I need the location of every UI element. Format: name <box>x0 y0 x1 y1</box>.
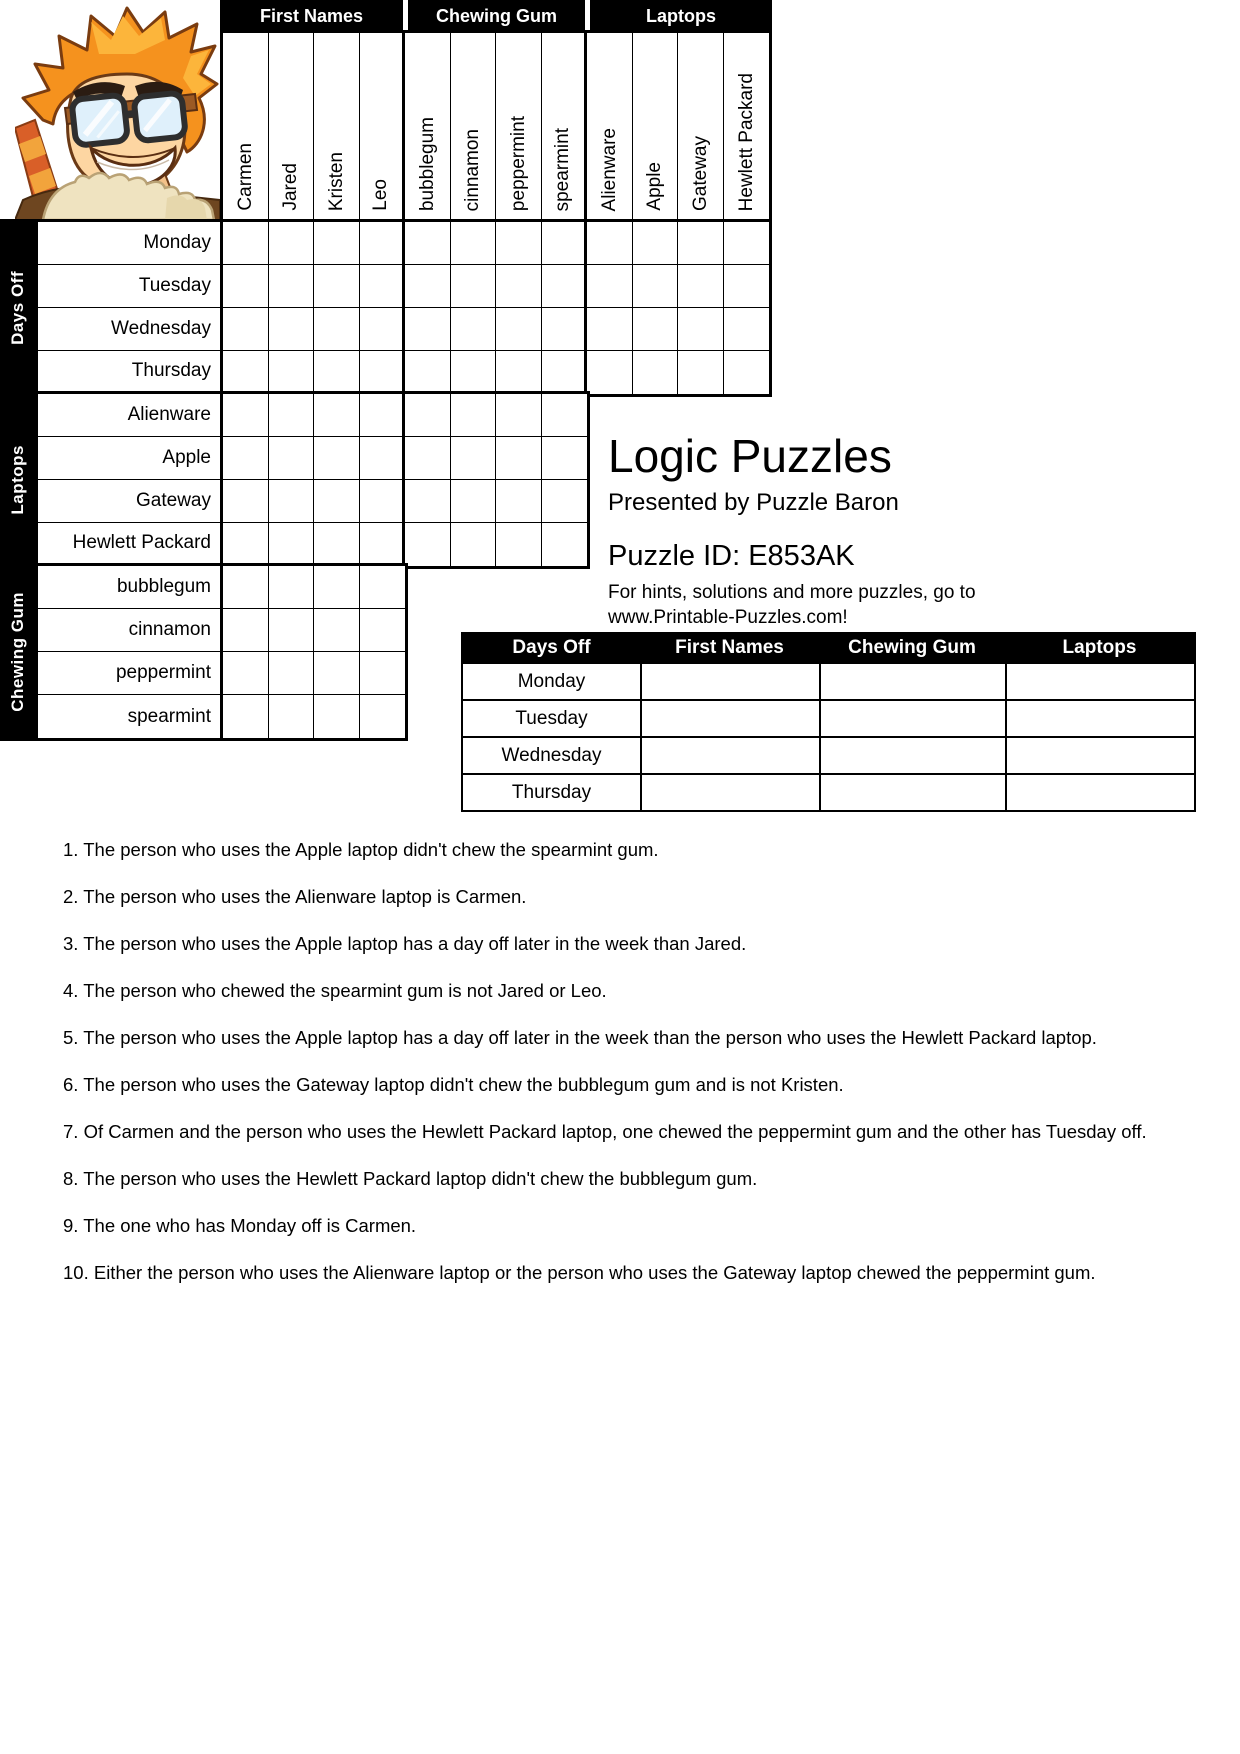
grid-band-days-off <box>220 219 772 397</box>
answer-value-cell <box>640 775 819 810</box>
column-label-spearmint <box>542 33 588 219</box>
grid-cell <box>633 265 679 308</box>
grid-cell <box>269 308 315 351</box>
answer-value-cell <box>1005 775 1194 810</box>
grid-cell <box>269 695 315 738</box>
column-group-header-chewing-gum: Chewing Gum <box>408 0 585 33</box>
page-title: Logic Puzzles <box>608 430 892 482</box>
grid-cell <box>223 265 269 308</box>
answer-value-cell <box>640 701 819 736</box>
row-label-spearmint: spearmint <box>127 705 211 727</box>
grid-band-laptops <box>220 391 590 569</box>
grid-cell <box>496 480 542 523</box>
grid-cell <box>269 394 315 437</box>
grid-cell <box>223 394 269 437</box>
grid-cell <box>542 222 588 265</box>
answer-value-cell <box>819 738 1005 773</box>
grid-cell <box>223 566 269 609</box>
grid-cell <box>451 523 497 566</box>
grid-cell <box>724 265 770 308</box>
grid-cell <box>269 480 315 523</box>
column-label-text: bubblegum <box>416 116 438 211</box>
grid-cell <box>269 222 315 265</box>
grid-cell <box>360 265 406 308</box>
grid-cell <box>360 652 406 695</box>
clue-10: 10. Either the person who uses the Alienware laptop or the person who uses the Gateway laptop chewed the peppermint gum. <box>63 1262 1096 1283</box>
answer-day-cell: Monday <box>517 670 586 692</box>
grid-cell <box>314 695 360 738</box>
column-group-header-first-names: First Names <box>220 0 403 33</box>
grid-cell <box>223 609 269 652</box>
grid-cell <box>223 351 269 394</box>
grid-cell <box>496 265 542 308</box>
answer-value-cell <box>1005 738 1194 773</box>
grid-cell <box>269 652 315 695</box>
grid-cell <box>360 351 406 394</box>
row-group-label-laptops <box>0 394 35 566</box>
clue-6: 6. The person who uses the Gateway laptop didn't chew the bubblegum gum and is not Kristen. <box>63 1074 844 1095</box>
answer-table-header-row <box>463 634 1194 662</box>
grid-cell <box>360 222 406 265</box>
answer-day-cell: Thursday <box>511 781 592 803</box>
grid-cell <box>360 308 406 351</box>
answer-value-cell <box>640 664 819 699</box>
column-label-apple <box>633 33 679 219</box>
grid-cell <box>405 523 451 566</box>
grid-cell <box>223 480 269 523</box>
row-label-thursday: Thursday <box>38 351 220 394</box>
answer-row-monday <box>463 662 1194 699</box>
grid-cell <box>451 351 497 394</box>
column-label-text: peppermint <box>507 115 529 211</box>
grid-cell <box>496 351 542 394</box>
column-label-text: Hewlett Packard <box>735 72 757 211</box>
row-label-gateway: Gateway <box>38 480 220 523</box>
clue-4: 4. The person who chewed the spearmint gum is not Jared or Leo. <box>63 980 607 1001</box>
puzzle-id: Puzzle ID: E853AK <box>608 540 855 572</box>
column-label-text: Jared <box>280 163 302 211</box>
clue-7: 7. Of Carmen and the person who uses the Hewlett Packard laptop, one chewed the peppermint gum and the other has Tuesday off. <box>63 1121 1147 1142</box>
column-label-kristen <box>314 33 360 219</box>
grid-cell <box>496 437 542 480</box>
answer-value-cell <box>819 701 1005 736</box>
column-label-carmen <box>223 33 269 219</box>
column-label-text: spearmint <box>552 127 574 211</box>
column-label-text: Carmen <box>234 143 256 211</box>
page-subtitle: Presented by Puzzle Baron <box>608 489 899 516</box>
row-group-label-text: Days Off <box>8 271 27 345</box>
grid-cell <box>405 394 451 437</box>
grid-cell <box>587 308 633 351</box>
grid-cell <box>587 265 633 308</box>
mascot-image <box>15 2 220 220</box>
answer-value-cell <box>819 664 1005 699</box>
clue-list <box>63 836 1155 1306</box>
grid-cell <box>314 609 360 652</box>
row-label-wednesday: Wednesday <box>38 308 220 351</box>
grid-cell <box>678 222 724 265</box>
grid-cell <box>451 480 497 523</box>
column-label-peppermint <box>496 33 542 219</box>
grid-cell <box>587 222 633 265</box>
grid-cell <box>542 351 588 394</box>
grid-cell <box>314 523 360 566</box>
grid-cell <box>724 308 770 351</box>
grid-cell <box>223 523 269 566</box>
row-label-cinnamon: cinnamon <box>38 609 220 652</box>
answer-header-laptops: Laptops <box>1062 637 1137 658</box>
grid-cell <box>542 437 588 480</box>
grid-cell <box>405 265 451 308</box>
row-group-label-text: Chewing Gum <box>8 592 27 712</box>
row-label-apple: Apple <box>38 437 220 480</box>
clue-2: 2. The person who uses the Alienware laptop is Carmen. <box>63 886 527 907</box>
grid-band-chewing-gum <box>220 563 408 741</box>
row-group-label-chewing-gum <box>0 566 35 738</box>
row-label-alienware: Alienware <box>38 394 220 437</box>
column-labels-row <box>220 30 772 222</box>
grid-cell <box>360 437 406 480</box>
grid-cell <box>405 437 451 480</box>
clue-8: 8. The person who uses the Hewlett Packard laptop didn't chew the bubblegum gum. <box>63 1168 758 1189</box>
answer-header-chewing-gum: Chewing Gum <box>848 637 976 658</box>
grid-cell <box>360 695 406 738</box>
answer-value-cell <box>1005 701 1194 736</box>
grid-cell <box>223 308 269 351</box>
grid-cell <box>405 480 451 523</box>
answer-row-thursday <box>463 773 1194 810</box>
column-label-text: Leo <box>370 179 392 211</box>
column-label-leo <box>360 33 406 219</box>
grid-cell <box>496 394 542 437</box>
grid-cell <box>587 351 633 394</box>
answer-row-tuesday <box>463 699 1194 736</box>
grid-cell <box>269 609 315 652</box>
column-label-hewlett-packard <box>724 33 770 219</box>
answer-header-first-names: First Names <box>675 637 784 658</box>
grid-cell <box>314 437 360 480</box>
answer-value-cell <box>640 738 819 773</box>
grid-cell <box>223 437 269 480</box>
answer-value-cell <box>1005 664 1194 699</box>
grid-cell <box>724 222 770 265</box>
hints-line-1: For hints, solutions and more puzzles, go to <box>608 582 976 603</box>
grid-cell <box>542 308 588 351</box>
grid-cell <box>314 652 360 695</box>
row-labels-column <box>35 219 223 741</box>
column-label-text: Kristen <box>325 151 347 211</box>
grid-cell <box>542 523 588 566</box>
answer-value-cell <box>819 775 1005 810</box>
grid-cell <box>223 652 269 695</box>
grid-cell <box>314 265 360 308</box>
row-group-label-days-off <box>0 222 35 394</box>
grid-cell <box>633 222 679 265</box>
grid-cell <box>542 480 588 523</box>
grid-cell <box>314 566 360 609</box>
grid-cell <box>451 265 497 308</box>
grid-cell <box>223 222 269 265</box>
grid-cell <box>360 394 406 437</box>
clue-1: 1. The person who uses the Apple laptop didn't chew the spearmint gum. <box>63 839 659 860</box>
grid-cell <box>451 308 497 351</box>
grid-cell <box>223 695 269 738</box>
grid-cell <box>542 265 588 308</box>
grid-cell <box>678 265 724 308</box>
grid-cell <box>451 437 497 480</box>
row-group-label-text: Laptops <box>8 445 27 515</box>
grid-cell <box>633 308 679 351</box>
answer-header-days-off: Days Off <box>512 637 591 658</box>
grid-cell <box>269 351 315 394</box>
column-label-alienware <box>587 33 633 219</box>
grid-cell <box>360 609 406 652</box>
column-label-bubblegum <box>405 33 451 219</box>
grid-cell <box>724 351 770 394</box>
grid-cell <box>269 523 315 566</box>
answer-row-wednesday <box>463 736 1194 773</box>
grid-cell <box>496 523 542 566</box>
grid-cell <box>360 566 406 609</box>
column-label-cinnamon <box>451 33 497 219</box>
row-label-tuesday: Tuesday <box>38 265 220 308</box>
grid-cell <box>314 351 360 394</box>
answer-table <box>461 632 1196 812</box>
answer-day-cell: Wednesday <box>501 744 602 766</box>
grid-cell <box>496 222 542 265</box>
grid-cell <box>269 437 315 480</box>
grid-cell <box>678 308 724 351</box>
grid-cell <box>314 222 360 265</box>
grid-cell <box>405 222 451 265</box>
grid-cell <box>496 308 542 351</box>
column-label-gateway <box>678 33 724 219</box>
column-label-text: cinnamon <box>462 128 484 211</box>
grid-cell <box>678 351 724 394</box>
row-label-peppermint: peppermint <box>38 652 220 695</box>
grid-cell <box>360 523 406 566</box>
clue-9: 9. The one who has Monday off is Carmen. <box>63 1215 417 1236</box>
grid-cell <box>405 351 451 394</box>
grid-cell <box>269 566 315 609</box>
row-label-monday: Monday <box>38 222 220 265</box>
grid-cell <box>451 394 497 437</box>
grid-cell <box>542 394 588 437</box>
grid-cell <box>314 480 360 523</box>
mascot-illustration <box>15 2 220 220</box>
grid-cell <box>633 351 679 394</box>
column-label-text: Gateway <box>689 136 711 211</box>
clue-5: 5. The person who uses the Apple laptop has a day off later in the week than the person who uses the Hewlett Packard laptop. <box>63 1027 1097 1048</box>
clue-3: 3. The person who uses the Apple laptop has a day off later in the week than Jared. <box>63 933 747 954</box>
hints-note <box>608 580 976 630</box>
hints-url: www.Printable-Puzzles.com! <box>608 607 848 628</box>
grid-cell <box>269 265 315 308</box>
column-label-jared <box>269 33 315 219</box>
grid-cell <box>360 480 406 523</box>
row-label-hewlett-packard: Hewlett Packard <box>38 523 220 566</box>
grid-cell <box>314 394 360 437</box>
column-group-header-laptops: Laptops <box>590 0 772 33</box>
column-label-text: Apple <box>644 162 666 211</box>
grid-cell <box>451 222 497 265</box>
grid-cell <box>405 308 451 351</box>
row-label-bubblegum: bubblegum <box>38 566 220 609</box>
answer-day-cell: Tuesday <box>515 707 588 729</box>
grid-cell <box>314 308 360 351</box>
column-label-text: Alienware <box>598 127 620 211</box>
